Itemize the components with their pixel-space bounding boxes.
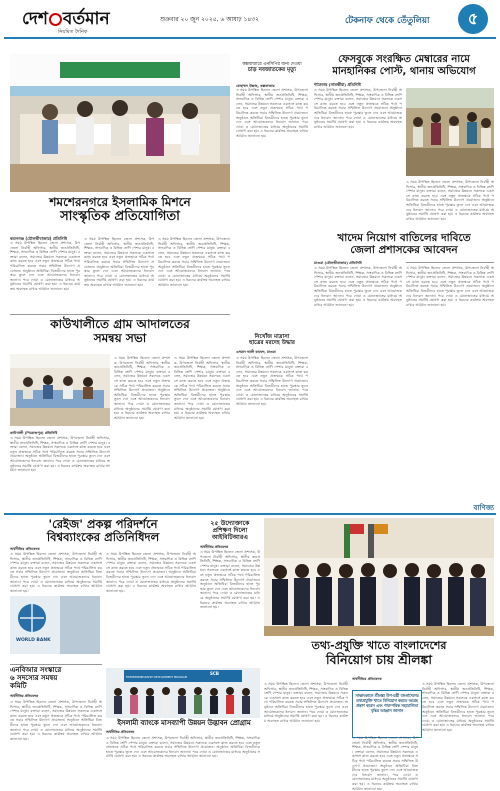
crowd-photo [406, 88, 494, 176]
story9-headline-line3: আইবিটিআরএ [211, 534, 249, 542]
story8-body-col2: এ সময় উপস্থিত ছিলেন জেলা প্রশাসক, উপজেলা নির্বাহী অফিসার, স্থানীয় জনপ্রতিনিধি, শিক্ষক, সাংবাদিক ও বিভিন্ন শ্রেণি পেশার মানুষ। বক্তারা বলেন, সমাজের উন্নয়নে সকলকে একসঙ্গে কাজ করতে হবে এবং নতুন প্রজন্মকে সঠিক পথে পরিচালিত করতে সবার সম্মিলিত উদ্যোগ প্রয়োজন। অনুষ্ঠানে অতিথিরা বিজয়ীদের হাতে পুরস্কার তুলে দেন এবং আয়োজকদের ধন্যবাদ জানান। পরে দোয়া ও মোনাজাতের মাধ্যমে অনুষ্ঠানের সমাপ্তি ঘোষণা করা হয়। এ ধরনের কার্যক্রম অব্যাহত রাখার আহ্বান জানানো হয়। [106, 552, 196, 593]
story8-headline-line2: বিশ্বব্যাংকের প্রতিনিধিদল [46, 530, 160, 545]
banner-org: SCB [210, 671, 219, 676]
logo-dot-icon [49, 13, 62, 26]
story10-byline: অর্থনীতির প্রতিবেদক [352, 677, 382, 681]
story1-body-col3: এ সময় উপস্থিত ছিলেন জেলা প্রশাসক, উপজেলা নির্বাহী অফিসার, স্থানীয় জনপ্রতিনিধি, শিক্ষক, সাংবাদিক ও বিভিন্ন শ্রেণি পেশার মানুষ। বক্তারা বলেন, সমাজের উন্নয়নে সকলকে একসঙ্গে কাজ করতে হবে এবং নতুন প্রজন্মকে সঠিক পথে পরিচালিত করতে সবার সম্মিলিত উদ্যোগ প্রয়োজন। অনুষ্ঠানে অতিথিরা বিজয়ীদের হাতে পুরস্কার তুলে দেন এবং আয়োজকদের ধন্যবাদ জানান। পরে দোয়া ও মোনাজাতের মাধ্যমে অনুষ্ঠানের সমাপ্তি ঘোষণা করা হয়। এ ধরনের কার্যক্রম অব্যাহত রাখার আহ্বান জানানো হয়। [158, 237, 230, 287]
story3-body-col1: এ সময় উপস্থিত ছিলেন জেলা প্রশাসক, উপজেলা নির্বাহী অফিসার, স্থানীয় জনপ্রতিনিধি, শিক্ষক, সাংবাদিক ও বিভিন্ন শ্রেণি পেশার মানুষ। বক্তারা বলেন, সমাজের উন্নয়নে সকলকে একসঙ্গে কাজ করতে হবে এবং নতুন প্রজন্মকে সঠিক পথে পরিচালিত করতে সবার সম্মিলিত উদ্যোগ প্রয়োজন। অনুষ্ঠানে অতিথিরা বিজয়ীদের হাতে পুরস্কার তুলে দেন এবং আয়োজকদের ধন্যবাদ জানান। পরে দোয়া ও মোনাজাতের মাধ্যমে অনুষ্ঠানের সমাপ্তি ঘোষণা করা হয়। এ ধরনের কার্যক্রম অব্যাহত রাখার আহ্বান জানানো হয়। [314, 88, 402, 129]
story8-headline-line1: 'রেইজ' প্রকল্প পরিদর্শনে [48, 517, 158, 531]
story9-headline-line2: প্রশিক্ষণ দিলো [212, 527, 248, 535]
story4-headline-line1: কাউখালীতে গ্রাম আদালতের [50, 317, 190, 331]
story11-headline-line3: কমিটি [10, 682, 27, 691]
story6-body-col1: এ সময় উপস্থিত ছিলেন জেলা প্রশাসক, উপজেলা নির্বাহী অফিসার, স্থানীয় জনপ্রতিনিধি, শিক্ষক, সাংবাদিক ও বিভিন্ন শ্রেণি পেশার মানুষ। বক্তারা বলেন, সমাজের উন্নয়নে সকলকে একসঙ্গে কাজ করতে হবে এবং নতুন প্রজন্মকে সঠিক পথে পরিচালিত করতে সবার সম্মিলিত উদ্যোগ প্রয়োজন। অনুষ্ঠানে অতিথিরা বিজয়ীদের হাতে পুরস্কার তুলে দেন এবং আয়োজকদের ধন্যবাদ জানান। পরে দোয়া ও মোনাজাতের মাধ্যমে অনুষ্ঠানের সমাপ্তি ঘোষণা করা হয়। এ ধরনের কার্যক্রম অব্যাহত রাখার আহ্বান জানানো হয়। [314, 266, 402, 307]
page-number-badge: ৫ [458, 4, 488, 34]
story12-body: এ সময় উপস্থিত ছিলেন জেলা প্রশাসক, উপজেলা নির্বাহী অফিসার, স্থানীয় জনপ্রতিনিধি, শিক্ষক, সাংবাদিক ও বিভিন্ন শ্রেণি পেশার মানুষ। বক্তারা বলেন, সমাজের উন্নয়নে সকলকে একসঙ্গে কাজ করতে হবে এবং নতুন প্রজন্মকে সঠিক পথে পরিচালিত করতে সবার সম্মিলিত উদ্যোগ প্রয়োজন। অনুষ্ঠানে অতিথিরা বিজয়ীদের হাতে পুরস্কার তুলে দেন এবং আয়োজকদের ধন্যবাদ জানান। পরে দোয়া ও মোনাজাতের মাধ্যমে অনুষ্ঠানের সমাপ্তি ঘোষণা করা হয়। এ ধরনের কার্যক্রম অব্যাহত রাখার আহ্বান জানানো হয়। [106, 736, 260, 759]
masthead-logo [22, 6, 172, 28]
callout-text: সাক্ষাৎকালে শ্রীলঙ্কা উপ-মন্ত্রী বাংলাদেশের তথ্যপ্রযুক্তি খাতে বিনিয়োগ করতে আগ্রহ প্রকাশ করেন এবং পারস্পরিক সহযোগিতা বৃদ্ধির আহ্বান জানান [355, 693, 419, 713]
story2-byline: মোহাম্মদ উল্লাহ, কক্সবাজার [236, 84, 275, 88]
story6-body-col2: এ সময় উপস্থিত ছিলেন জেলা প্রশাসক, উপজেলা নির্বাহী অফিসার, স্থানীয় জনপ্রতিনিধি, শিক্ষক, সাংবাদিক ও বিভিন্ন শ্রেণি পেশার মানুষ। বক্তারা বলেন, সমাজের উন্নয়নে সকলকে একসঙ্গে কাজ করতে হবে এবং নতুন প্রজন্মকে সঠিক পথে পরিচালিত করতে সবার সম্মিলিত উদ্যোগ প্রয়োজন। অনুষ্ঠানে অতিথিরা বিজয়ীদের হাতে পুরস্কার তুলে দেন এবং আয়োজকদের ধন্যবাদ জানান। পরে দোয়া ও মোনাজাতের মাধ্যমে অনুষ্ঠানের সমাপ্তি ঘোষণা করা হয়। এ ধরনের কার্যক্রম অব্যাহত রাখার আহ্বান জানানো হয়। [406, 266, 494, 307]
story6-headline [314, 232, 494, 256]
story9-byline: অর্থনীতির প্রতিবেদক [200, 545, 229, 549]
masthead-divider [4, 37, 496, 39]
masthead-date: শুক্রবার ২০ জুন ২০২৫, ৬ আষাঢ় ১৪৩২ [160, 16, 260, 23]
logo-left: দেশ [22, 9, 48, 29]
story4-headline [10, 318, 230, 346]
story11-headline [10, 666, 102, 690]
story4-byline: কাউখালী (পিরোজপুর) প্রতিনিধি [10, 431, 58, 435]
masthead [0, 0, 500, 44]
story5-byline: ওসমান আলী কাফেদ, মাগুরা [236, 350, 276, 354]
story8-byline: অর্থনীতির প্রতিবেদক [10, 547, 40, 551]
story4-body-col1: এ সময় উপস্থিত ছিলেন জেলা প্রশাসক, উপজেলা নির্বাহী অফিসার, স্থানীয় জনপ্রতিনিধি, শিক্ষক, সাংবাদিক ও বিভিন্ন শ্রেণি পেশার মানুষ। বক্তারা বলেন, সমাজের উন্নয়নে সকলকে একসঙ্গে কাজ করতে হবে এবং নতুন প্রজন্মকে সঠিক পথে পরিচালিত করতে সবার সম্মিলিত উদ্যোগ প্রয়োজন। অনুষ্ঠানে অতিথিরা বিজয়ীদের হাতে পুরস্কার তুলে দেন এবং আয়োজকদের ধন্যবাদ জানান। পরে দোয়া ও মোনাজাতের মাধ্যমে অনুষ্ঠানের সমাপ্তি ঘোষণা করা হয়। এ ধরনের কার্যক্রম অব্যাহত রাখার আহ্বান জানানো হয়। [10, 436, 110, 473]
divider [406, 262, 494, 263]
story8-headline [10, 518, 196, 544]
story3-photo [406, 88, 494, 176]
story10-callout [352, 690, 422, 738]
story5-kicker: নিখোঁজ মাদ্রাসা [254, 334, 290, 340]
story9-body: এ সময় উপস্থিত ছিলেন জেলা প্রশাসক, উপজেলা নির্বাহী অফিসার, স্থানীয় জনপ্রতিনিধি, শিক্ষক, সাংবাদিক ও বিভিন্ন শ্রেণি পেশার মানুষ। বক্তারা বলেন, সমাজের উন্নয়নে সকলকে একসঙ্গে কাজ করতে হবে এবং নতুন প্রজন্মকে সঠিক পথে পরিচালিত করতে সবার সম্মিলিত উদ্যোগ প্রয়োজন। অনুষ্ঠানে অতিথিরা বিজয়ীদের হাতে পুরস্কার তুলে দেন এবং আয়োজকদের ধন্যবাদ জানান। পরে দোয়া ও মোনাজাতের মাধ্যমে অনুষ্ঠানের সমাপ্তি ঘোষণা করা হয়। এ ধরনের কার্যক্রম অব্যাহত রাখার আহ্বান জানানো হয়। [200, 550, 260, 610]
story1-headline-line1: শমশেরনগরে ইসলামিক মিশনে [49, 195, 191, 209]
story2-kicker: কক্সবাজারে এনসিপির জন্য দেওয়া [242, 62, 302, 67]
story4-headline-line2: সমন্বয় সভা [93, 330, 147, 345]
story11-headline-line1: এনবিআর সংস্কারে [10, 666, 62, 674]
masthead-slogan: টেকনাফ থেকে তেঁতুলিয়া [345, 16, 430, 26]
story10-headline-line2: বিনিয়োগ চায় শ্রীলঙ্কা [326, 651, 432, 667]
story12-headline: ইসলামী ব্যাংকে মাসব্যাপী উন্নয়ন উদ্ভাবন প্রোগ্রাম [117, 719, 251, 727]
story1-body: এ সময় উপস্থিত ছিলেন জেলা প্রশাসক, উপজেলা নির্বাহী অফিসার, স্থানীয় জনপ্রতিনিধি, শিক্ষক, সাংবাদিক ও বিভিন্ন শ্রেণি পেশার মানুষ। বক্তারা বলেন, সমাজের উন্নয়নে সকলকে একসঙ্গে কাজ করতে হবে এবং নতুন প্রজন্মকে সঠিক পথে পরিচালিত করতে সবার সম্মিলিত উদ্যোগ প্রয়োজন। অনুষ্ঠানে অতিথিরা বিজয়ীদের হাতে পুরস্কার তুলে দেন এবং আয়োজকদের ধন্যবাদ জানান। পরে দোয়া ও মোনাজাতের মাধ্যমে অনুষ্ঠানের সমাপ্তি ঘোষণা করা হয়। এ ধরনের কার্যক্রম অব্যাহত রাখার আহ্বান জানানো হয়। [10, 241, 80, 291]
story5-headline [236, 334, 308, 347]
story1-photo [10, 54, 230, 192]
story4-photo [10, 354, 110, 426]
story3-headline [314, 54, 494, 77]
story2-title: চাড় নবজাতকের মৃত্যু [248, 67, 296, 74]
story10-body-col1: এ সময় উপস্থিত ছিলেন জেলা প্রশাসক, উপজেলা নির্বাহী অফিসার, স্থানীয় জনপ্রতিনিধি, শিক্ষক, সাংবাদিক ও বিভিন্ন শ্রেণি পেশার মানুষ। বক্তারা বলেন, সমাজের উন্নয়নে সকলকে একসঙ্গে কাজ করতে হবে এবং নতুন প্রজন্মকে সঠিক পথে পরিচালিত করতে সবার সম্মিলিত উদ্যোগ প্রয়োজন। অনুষ্ঠানে অতিথিরা বিজয়ীদের হাতে পুরস্কার তুলে দেন এবং আয়োজকদের ধন্যবাদ জানান। পরে দোয়া ও মোনাজাতের মাধ্যমে অনুষ্ঠানের সমাপ্তি ঘোষণা করা হয়। এ ধরনের কার্যক্রম অব্যাহত রাখার আহ্বান জানানো হয়। [264, 682, 348, 723]
story2-headline [236, 62, 308, 73]
story1-headline [10, 196, 230, 225]
story1-headline-line2: সাংস্কৃতিক প্রতিযোগিতা [60, 208, 180, 224]
story5-title: ছাত্রের মরদেহ উদ্ধার [249, 340, 295, 347]
story6-headline-line1: খাদেম নিয়োগ বাতিলের দাবিতে [337, 232, 471, 244]
story5-body: এ সময় উপস্থিত ছিলেন জেলা প্রশাসক, উপজেলা নির্বাহী অফিসার, স্থানীয় জনপ্রতিনিধি, শিক্ষক, সাংবাদিক ও বিভিন্ন শ্রেণি পেশার মানুষ। বক্তারা বলেন, সমাজের উন্নয়নে সকলকে একসঙ্গে কাজ করতে হবে এবং নতুন প্রজন্মকে সঠিক পথে পরিচালিত করতে সবার সম্মিলিত উদ্যোগ প্রয়োজন। অনুষ্ঠানে অতিথিরা বিজয়ীদের হাতে পুরস্কার তুলে দেন এবং আয়োজকদের ধন্যবাদ জানান। পরে দোয়া ও মোনাজাতের মাধ্যমে অনুষ্ঠানের সমাপ্তি ঘোষণা করা হয়। এ ধরনের কার্যক্রম অব্যাহত রাখার আহ্বান জানানো হয়। [236, 356, 308, 406]
worldbank-label: WORLD BANK [16, 638, 51, 643]
story10-headline [264, 640, 494, 667]
story12-byline: অর্থনীতির প্রতিবেদক [106, 730, 135, 734]
story10-body-col2: এ সময় উপস্থিত ছিলেন জেলা প্রশাসক, উপজেলা নির্বাহী অফিসার, স্থানীয় জনপ্রতিনিধি, শিক্ষক, সাংবাদিক ও বিভিন্ন শ্রেণি পেশার মানুষ। বক্তারা বলেন, সমাজের উন্নয়নে সকলকে একসঙ্গে কাজ করতে হবে এবং নতুন প্রজন্মকে সঠিক পথে পরিচালিত করতে সবার সম্মিলিত উদ্যোগ প্রয়োজন। অনুষ্ঠানে অতিথিরা বিজয়ীদের হাতে পুরস্কার তুলে দেন এবং আয়োজকদের ধন্যবাদ জানান। পরে দোয়া ও মোনাজাতের মাধ্যমে অনুষ্ঠানের সমাপ্তি ঘোষণা করা হয়। এ ধরনের কার্যক্রম অব্যাহত রাখার আহ্বান জানানো হয়। [352, 736, 418, 791]
story3-byline: শ্যামনগর (সাতক্ষীরা) প্রতিনিধি [314, 82, 361, 87]
story4-body-col3: এ সময় উপস্থিত ছিলেন জেলা প্রশাসক, উপজেলা নির্বাহী অফিসার, স্থানীয় জনপ্রতিনিধি, শিক্ষক, সাংবাদিক ও বিভিন্ন শ্রেণি পেশার মানুষ। বক্তারা বলেন, সমাজের উন্নয়নে সকলকে একসঙ্গে কাজ করতে হবে এবং নতুন প্রজন্মকে সঠিক পথে পরিচালিত করতে সবার সম্মিলিত উদ্যোগ প্রয়োজন। অনুষ্ঠানে অতিথিরা বিজয়ীদের হাতে পুরস্কার তুলে দেন এবং আয়োজকদের ধন্যবাদ জানান। পরে দোয়া ও মোনাজাতের মাধ্যমে অনুষ্ঠানের সমাপ্তি ঘোষণা করা হয়। এ ধরনের কার্যক্রম অব্যাহত রাখার আহ্বান জানানো হয়। [174, 356, 230, 420]
story2-body: এ সময় উপস্থিত ছিলেন জেলা প্রশাসক, উপজেলা নির্বাহী অফিসার, স্থানীয় জনপ্রতিনিধি, শিক্ষক, সাংবাদিক ও বিভিন্ন শ্রেণি পেশার মানুষ। বক্তারা বলেন, সমাজের উন্নয়নে সকলকে একসঙ্গে কাজ করতে হবে এবং নতুন প্রজন্মকে সঠিক পথে পরিচালিত করতে সবার সম্মিলিত উদ্যোগ প্রয়োজন। অনুষ্ঠানে অতিথিরা বিজয়ীদের হাতে পুরস্কার তুলে দেন এবং আয়োজকদের ধন্যবাদ জানান। পরে দোয়া ও মোনাজাতের মাধ্যমে অনুষ্ঠানের সমাপ্তি ঘোষণা করা হয়। এ ধরনের কার্যক্রম অব্যাহত রাখার আহ্বান জানানো হয়। [236, 88, 308, 138]
divider [10, 314, 230, 315]
story11-headline-line2: ৬ সদস্যের সমন্বয় [10, 674, 58, 683]
story6-byline: মাগুরা (মৌলভীবাজার) প্রতিনিধি [314, 261, 362, 265]
story11-body: এ সময় উপস্থিত ছিলেন জেলা প্রশাসক, উপজেলা নির্বাহী অফিসার, স্থানীয় জনপ্রতিনিধি, শিক্ষক, সাংবাদিক ও বিভিন্ন শ্রেণি পেশার মানুষ। বক্তারা বলেন, সমাজের উন্নয়নে সকলকে একসঙ্গে কাজ করতে হবে এবং নতুন প্রজন্মকে সঠিক পথে পরিচালিত করতে সবার সম্মিলিত উদ্যোগ প্রয়োজন। অনুষ্ঠানে অতিথিরা বিজয়ীদের হাতে পুরস্কার তুলে দেন এবং আয়োজকদের ধন্যবাদ জানান। পরে দোয়া ও মোনাজাতের মাধ্যমে অনুষ্ঠানের সমাপ্তি ঘোষণা করা হয়। এ ধরনের কার্যক্রম অব্যাহত রাখার আহ্বান জানানো হয়। [10, 700, 102, 741]
section-label-text: বাণিজ্য [473, 504, 494, 512]
story3-headline-line2: মানহানিকর পোস্ট, থানায় অভিযোগ [332, 65, 476, 77]
banner-text: ENTREPRENEURSHIP DEVELOPMENT PROGRAM [126, 676, 187, 679]
delegation-photo [264, 518, 494, 636]
story9-headline-line1: ২৫ উদ্যোক্তাকে [210, 520, 250, 527]
logo-right: বর্তমান [62, 9, 110, 29]
worldbank-logo-photo [10, 596, 100, 654]
story12-photo [106, 668, 260, 718]
worldbank-photo [10, 596, 100, 654]
event-stage-photo [10, 54, 230, 192]
section-label [436, 502, 494, 512]
story6-headline-line2: জেলা প্রশাসকের আবেদন [350, 244, 458, 257]
section-divider [4, 513, 496, 515]
divider [10, 664, 102, 665]
story3-body-col2: এ সময় উপস্থিত ছিলেন জেলা প্রশাসক, উপজেলা নির্বাহী অফিসার, স্থানীয় জনপ্রতিনিধি, শিক্ষক, সাংবাদিক ও বিভিন্ন শ্রেণি পেশার মানুষ। বক্তারা বলেন, সমাজের উন্নয়নে সকলকে একসঙ্গে কাজ করতে হবে এবং নতুন প্রজন্মকে সঠিক পথে পরিচালিত করতে সবার সম্মিলিত উদ্যোগ প্রয়োজন। অনুষ্ঠানে অতিথিরা বিজয়ীদের হাতে পুরস্কার তুলে দেন এবং আয়োজকদের ধন্যবাদ জানান। পরে দোয়া ও মোনাজাতের মাধ্যমে অনুষ্ঠানের সমাপ্তি ঘোষণা করা হয়। এ ধরনের কার্যক্রম অব্যাহত রাখার আহ্বান জানানো হয়। [406, 180, 494, 221]
masthead-subtitle: নিয়মিত দৈনিক [58, 29, 88, 35]
story10-photo [264, 518, 494, 636]
story4-body-col2: এ সময় উপস্থিত ছিলেন জেলা প্রশাসক, উপজেলা নির্বাহী অফিসার, স্থানীয় জনপ্রতিনিধি, শিক্ষক, সাংবাদিক ও বিভিন্ন শ্রেণি পেশার মানুষ। বক্তারা বলেন, সমাজের উন্নয়নে সকলকে একসঙ্গে কাজ করতে হবে এবং নতুন প্রজন্মকে সঠিক পথে পরিচালিত করতে সবার সম্মিলিত উদ্যোগ প্রয়োজন। অনুষ্ঠানে অতিথিরা বিজয়ীদের হাতে পুরস্কার তুলে দেন এবং আয়োজকদের ধন্যবাদ জানান। পরে দোয়া ও মোনাজাতের মাধ্যমে অনুষ্ঠানের সমাপ্তি ঘোষণা করা হয়। এ ধরনের কার্যক্রম অব্যাহত রাখার আহ্বান জানানো হয়। [114, 356, 170, 420]
story1-body-col2: এ সময় উপস্থিত ছিলেন জেলা প্রশাসক, উপজেলা নির্বাহী অফিসার, স্থানীয় জনপ্রতিনিধি, শিক্ষক, সাংবাদিক ও বিভিন্ন শ্রেণি পেশার মানুষ। বক্তারা বলেন, সমাজের উন্নয়নে সকলকে একসঙ্গে কাজ করতে হবে এবং নতুন প্রজন্মকে সঠিক পথে পরিচালিত করতে সবার সম্মিলিত উদ্যোগ প্রয়োজন। অনুষ্ঠানে অতিথিরা বিজয়ীদের হাতে পুরস্কার তুলে দেন এবং আয়োজকদের ধন্যবাদ জানান। পরে দোয়া ও মোনাজাতের মাধ্যমে অনুষ্ঠানের সমাপ্তি ঘোষণা করা হয়। এ ধরনের কার্যক্রম অব্যাহত রাখার আহ্বান জানানো হয়। [84, 237, 154, 287]
story9-headline [200, 520, 260, 541]
story1-byline: কমলগঞ্জ (মৌলভীবাজার) প্রতিনিধি [10, 236, 67, 241]
story10-body-col3: এ সময় উপস্থিত ছিলেন জেলা প্রশাসক, উপজেলা নির্বাহী অফিসার, স্থানীয় জনপ্রতিনিধি, শিক্ষক, সাংবাদিক ও বিভিন্ন শ্রেণি পেশার মানুষ। বক্তারা বলেন, সমাজের উন্নয়নে সকলকে একসঙ্গে কাজ করতে হবে এবং নতুন প্রজন্মকে সঠিক পথে পরিচালিত করতে সবার সম্মিলিত উদ্যোগ প্রয়োজন। অনুষ্ঠানে অতিথিরা বিজয়ীদের হাতে পুরস্কার তুলে দেন এবং আয়োজকদের ধন্যবাদ জানান। পরে দোয়া ও মোনাজাতের মাধ্যমে অনুষ্ঠানের সমাপ্তি ঘোষণা করা হয়। এ ধরনের কার্যক্রম অব্যাহত রাখার আহ্বান জানানো হয়। [422, 682, 494, 732]
story8-body-col1: এ সময় উপস্থিত ছিলেন জেলা প্রশাসক, উপজেলা নির্বাহী অফিসার, স্থানীয় জনপ্রতিনিধি, শিক্ষক, সাংবাদিক ও বিভিন্ন শ্রেণি পেশার মানুষ। বক্তারা বলেন, সমাজের উন্নয়নে সকলকে একসঙ্গে কাজ করতে হবে এবং নতুন প্রজন্মকে সঠিক পথে পরিচালিত করতে সবার সম্মিলিত উদ্যোগ প্রয়োজন। অনুষ্ঠানে অতিথিরা বিজয়ীদের হাতে পুরস্কার তুলে দেন এবং আয়োজকদের ধন্যবাদ জানান। পরে দোয়া ও মোনাজাতের মাধ্যমে অনুষ্ঠানের সমাপ্তি ঘোষণা করা হয়। এ ধরনের কার্যক্রম অব্যাহত রাখার আহ্বান জানানো হয়। [10, 552, 102, 593]
story10-headline-line1: তথ্য-প্রযুক্তি খাতে বাংলাদেশের [311, 639, 447, 652]
story11-byline: অর্থনীতির প্রতিবেদক [10, 694, 39, 698]
meeting-photo [10, 354, 110, 426]
story3-headline-line1: ফেসবুকে সংরক্ষিত মেম্বারের নামে [338, 54, 470, 65]
